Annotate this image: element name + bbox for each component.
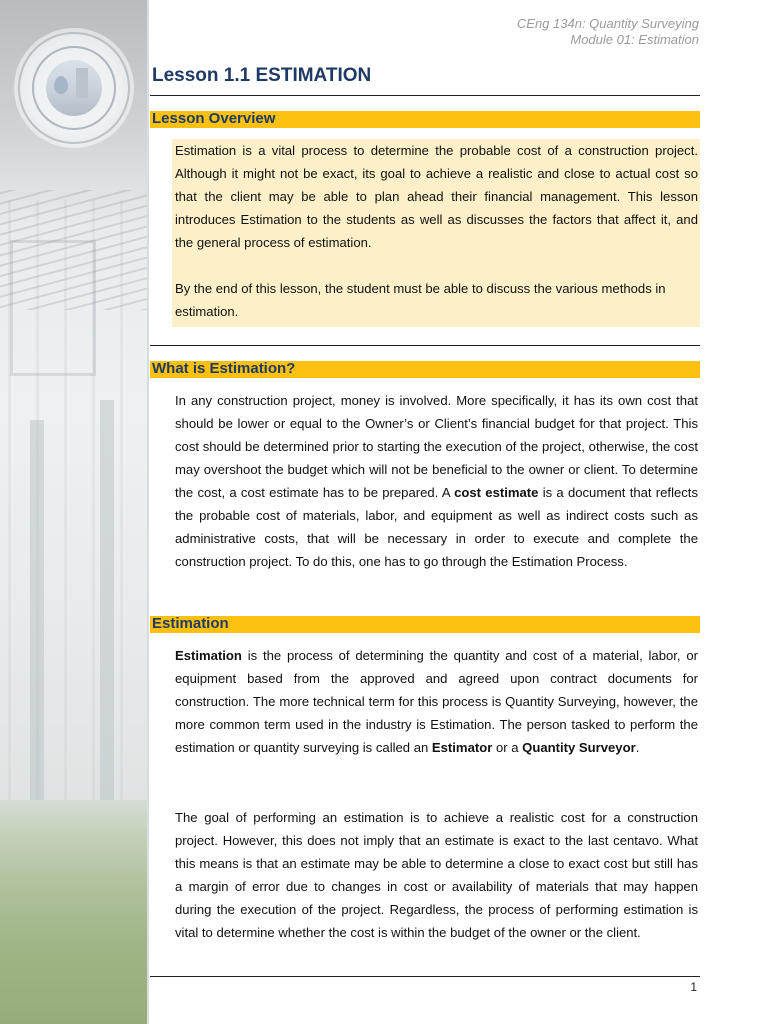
grass-graphic bbox=[0, 800, 147, 1024]
title-rule bbox=[150, 95, 700, 96]
section-heading-label: Lesson Overview bbox=[152, 110, 276, 127]
term-quantity-surveyor: Quantity Surveyor bbox=[522, 740, 636, 755]
sidebar-divider bbox=[147, 0, 149, 1024]
section-heading-overview bbox=[150, 111, 700, 128]
text-run: is the process of determining the quantity and cost of a material, labor, or equipment based from the approved and agreed upon contract documents for construction. The more technical term for this process is Quantity Surveying, however, the more common term used in the industry is Estimation. The person tasked to perform the estimation or quantity surveying is called an bbox=[175, 648, 698, 755]
lesson-title: Lesson 1.1 ESTIMATION bbox=[152, 65, 372, 86]
estimation-paragraph-2: The goal of performing an estimation is to achieve a realistic cost for a construction project. However, this does not imply that an estimate is exact to the last centavo. What this means is that an estimate may be able to determine a close to exact cost but still has a margin of error due to changes in cost or availability of materials that may happen during the execution of the project. Regardless, the process of performing estimation is vital to determine whether the cost is within the budget of the owner or the client. bbox=[175, 810, 698, 940]
tower-icon bbox=[76, 68, 88, 98]
module-title: Module 01: Estimation bbox=[570, 32, 699, 47]
building-pillar-graphic bbox=[100, 400, 114, 800]
section-heading-label: Estimation bbox=[152, 615, 229, 632]
course-title: CEng 134n: Quantity Surveying bbox=[516, 16, 699, 31]
estimation-paragraph-1 bbox=[175, 644, 698, 759]
text-run: In any construction project, money is involved. More specifically, it has its own cost that should be lower or equal to the Owner’s or Client’s financial budget for that project. This cost should be determined prior to starting the execution of the project, otherwise, the cost may overshoot the budget which will not be beneficial to the owner or client. To determine the cost, a cost estimate has to be prepared. A bbox=[175, 393, 698, 500]
building-pillar-graphic bbox=[30, 420, 44, 800]
text-run: . bbox=[635, 740, 640, 755]
overview-paragraph-2: By the end of this lesson, the student must be able to discuss the various methods in estimation. bbox=[175, 281, 666, 319]
what-is-estimation-paragraph bbox=[175, 389, 698, 573]
overview-paragraph-1: Estimation is a vital process to determine the probable cost of a construction project. Although it might not be exact, its goal to achieve a realistic and close to actual cost so that the client may be able to plan ahead their financial management. This lesson introduces Estimation to the students as well as discusses the factors that affect it, and the general process of estimation. bbox=[175, 143, 698, 250]
text-run: or a bbox=[492, 740, 523, 755]
decorative-sidebar bbox=[0, 0, 147, 1024]
water-drop-icon bbox=[54, 76, 68, 94]
section-rule bbox=[150, 345, 700, 346]
section-heading-label: What is Estimation? bbox=[152, 360, 296, 377]
section-heading-estimation bbox=[150, 616, 700, 633]
running-header bbox=[517, 16, 699, 48]
department-seal-logo bbox=[18, 32, 130, 144]
term-estimator: Estimator bbox=[431, 740, 493, 755]
text-run: is a document that reflects the probable cost of materials, labor, and equipment as well as indirect costs such as administrative costs, that will be necessary in order to execute and complete the construction project. To do this, one has to go through the Estimation Process. bbox=[175, 485, 698, 569]
term-cost-estimate: cost estimate bbox=[454, 485, 539, 500]
footer-rule bbox=[150, 976, 700, 977]
term-estimation: Estimation bbox=[175, 648, 242, 663]
page-number: 1 bbox=[690, 980, 697, 994]
section-heading-what-is-estimation bbox=[150, 361, 700, 378]
building-window-graphic bbox=[10, 240, 96, 376]
